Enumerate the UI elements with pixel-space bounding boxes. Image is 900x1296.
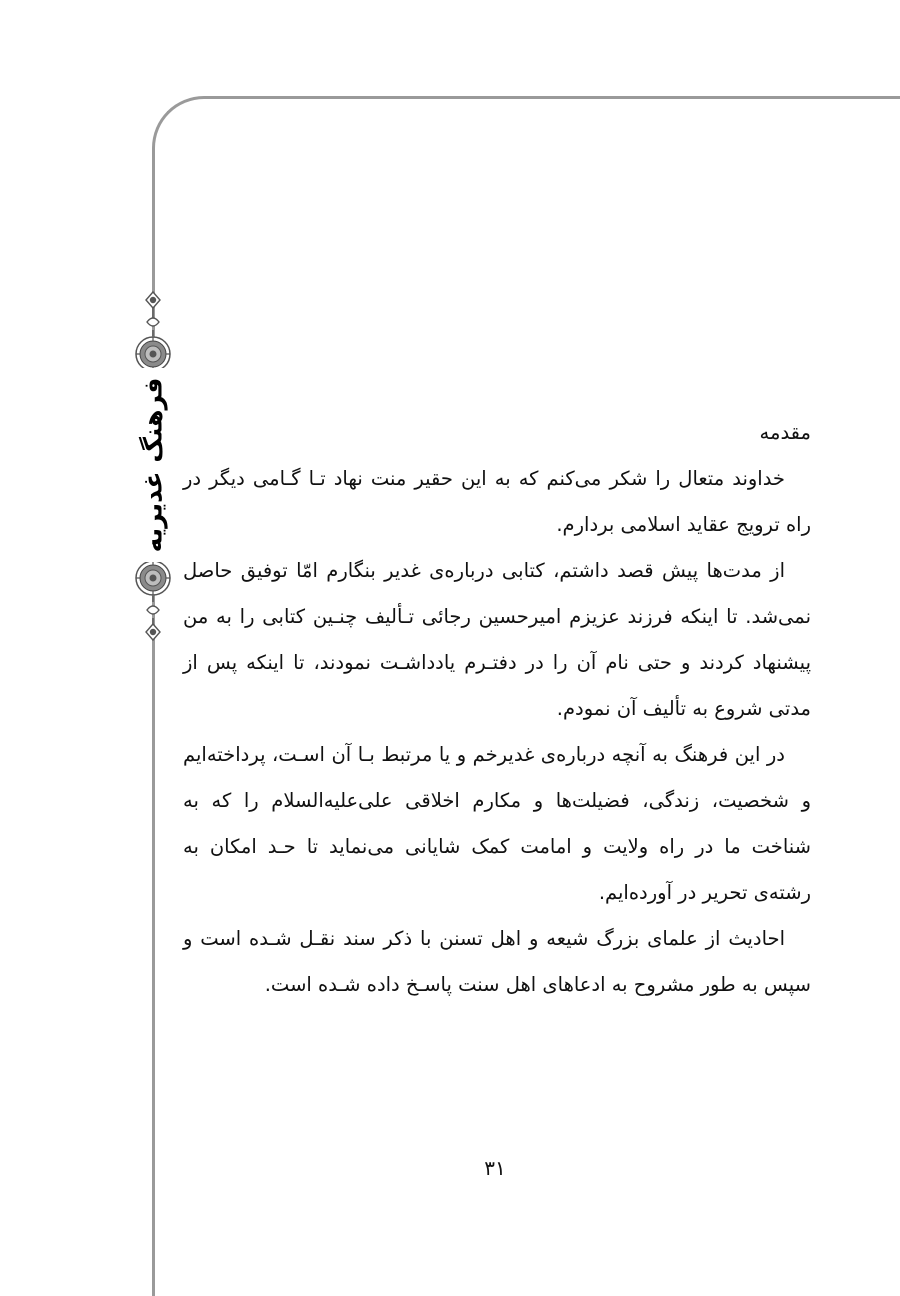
- medallion-icon: [136, 561, 170, 595]
- side-title-ornament: [130, 288, 176, 644]
- finial-icon: [146, 292, 160, 336]
- paragraph: خداوند متعال را شکر می‌کنم که به این حقیر منت نهاد تـا گـامی دیگر در راه ترویج عقاید اسلامی بردارم.: [183, 467, 811, 536]
- finial-icon: [146, 596, 160, 640]
- page-body: [183, 410, 811, 1008]
- section-heading: مقدمه: [759, 421, 811, 444]
- paragraph: از مدت‌ها پیش قصد داشتم، کتابی درباره‌ی غدیر بنگارم امّا توفیق حاصل نمی‌شد. تا اینکه فرزند عزیزم امیرحسین رجائی تـألیف چنـین کتابی را به من پیشنهاد کردند و حتی نام آن را در دفتـرم یادداشـت نمودند، تا اینکه پس از مدتی شروع به تألیف آن نمودم.: [183, 559, 811, 720]
- page-number: ۳۱: [484, 1156, 506, 1180]
- paragraph: احادیث از علمای بزرگ شیعه و اهل تسنن با ذکر سند نقـل شـده است و سپس به طور مشروح به ادعاهای اهل سنت پاسـخ داده شـده است.: [183, 927, 811, 996]
- side-title: فرهنگ غدیریه: [138, 377, 168, 553]
- medallion-icon: [136, 337, 170, 371]
- paragraph: در این فرهنگ به آنچه درباره‌ی غدیرخم و یا مرتبط بـا آن اسـت، پرداخته‌ایم و شخصیت، زندگی، فضیلت‌ها و مکارم اخلاقی علی‌علیه‌السلام را که به شناخت ما در راه ولایت و امامت کمک شایانی می‌نماید تا حـد امکان به رشته‌ی تحریر در آورده‌ایم.: [183, 743, 811, 904]
